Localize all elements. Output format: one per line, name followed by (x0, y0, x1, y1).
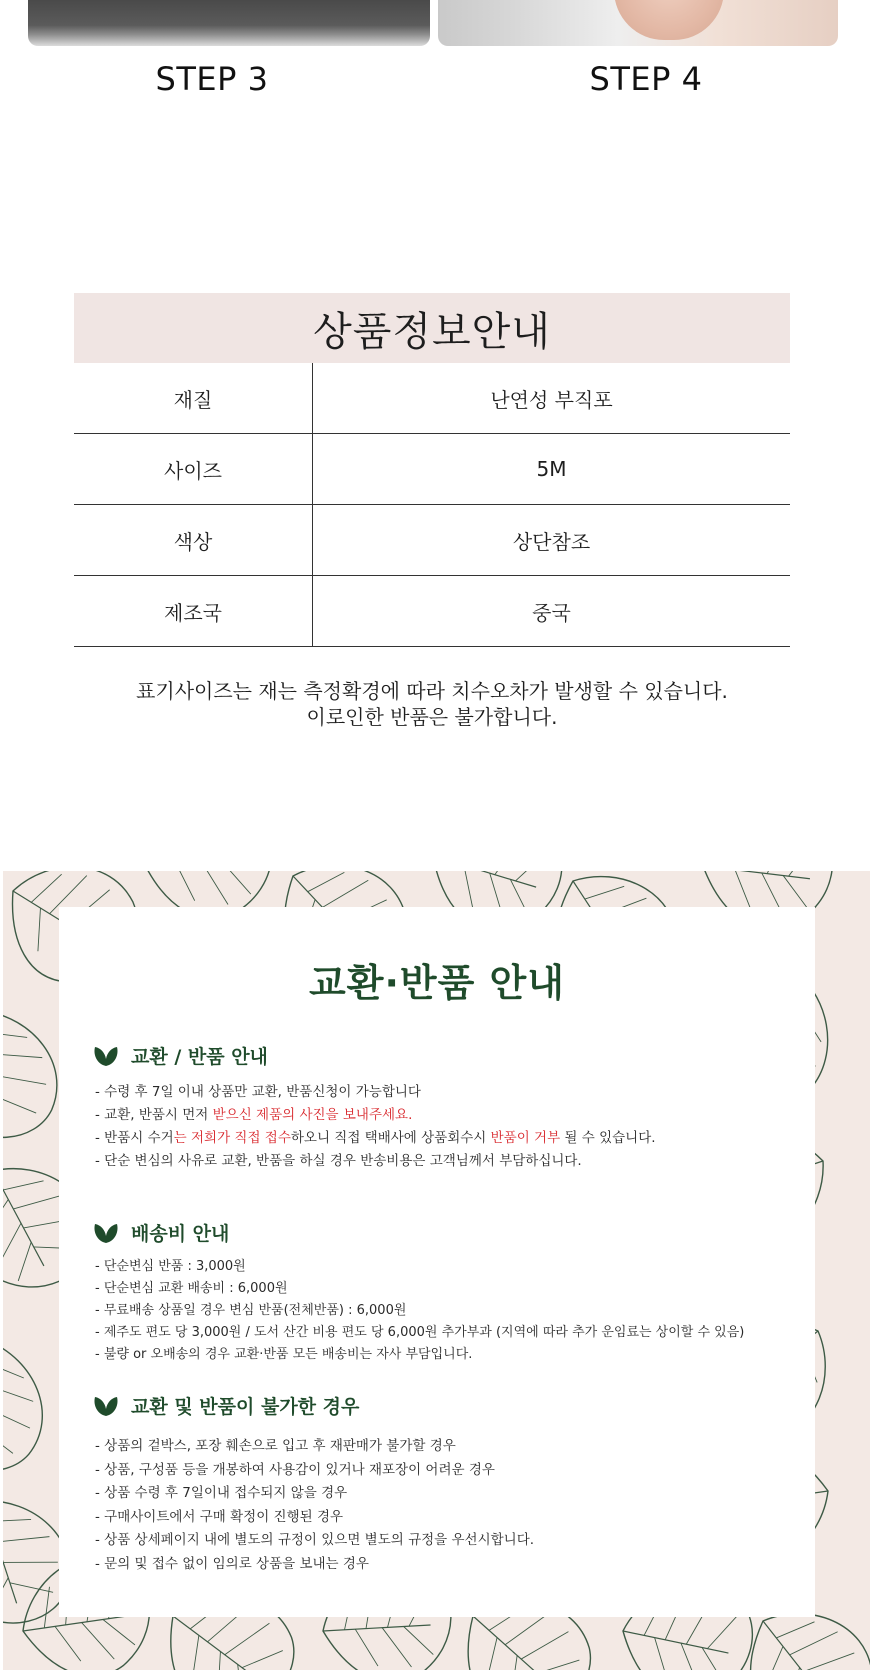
list-item: - 제주도 편도 당 3,000원 / 도서 산간 비용 편도 당 6,000원 추가부과 (지역에 따라 추가 운임료는 상이할 수 있음) (95, 1322, 744, 1344)
list-item: - 문의 및 접수 없이 임의로 상품을 보내는 경우 (95, 1553, 534, 1577)
product-info-title: 상품정보안내 (74, 293, 790, 363)
leaf-icon (93, 1045, 119, 1067)
leaf-icon (93, 1222, 119, 1244)
shipping-fee-section (93, 1219, 744, 1366)
size-note-line2: 이로인한 반품은 불가합니다. (306, 705, 558, 729)
list-item: - 상품 수령 후 7일이내 접수되지 않을 경우 (95, 1482, 534, 1506)
size-note-line1: 표기사이즈는 재는 측정확경에 따라 치수오차가 발생할 수 있습니다. (136, 679, 728, 703)
exchange-title: 교환·반품 안내 (309, 961, 565, 1005)
row-value: 5M (313, 434, 791, 505)
step4-photo (438, 0, 838, 46)
exchange-return-section (93, 1042, 656, 1173)
list-item: - 단순변심 반품 : 3,000원 (95, 1256, 744, 1278)
section-heading (93, 1219, 744, 1246)
list-item: - 무료배송 상품일 경우 변심 반품(전체반품) : 6,000원 (95, 1300, 744, 1322)
list-item: - 단순변심 교환 배송비 : 6,000원 (95, 1278, 744, 1300)
section-heading-text: 배송비 안내 (131, 1223, 230, 1245)
list-item: - 반품시 수거는 저희가 직접 접수하오니 직접 택배사에 상품회수시 반품이 거부 될 수 있습니다. (95, 1127, 656, 1150)
list-item: - 불량 or 오배송의 경우 교환·반품 모든 배송비는 자사 부담입니다. (95, 1344, 744, 1366)
list-item: - 상품, 구성품 등을 개봉하여 사용감이 있거나 재포장이 어려운 경우 (95, 1459, 534, 1483)
table-row (74, 576, 790, 647)
section-heading-text: 교환 / 반품 안내 (131, 1046, 268, 1068)
highlight-text: 반품이 거부 (490, 1130, 561, 1146)
row-value: 난연성 부직포 (313, 363, 791, 434)
product-info-table (74, 363, 790, 647)
section-heading-text: 교환 및 반품이 불가한 경우 (131, 1396, 360, 1418)
step3-photo (28, 0, 430, 46)
step4-label: STEP 4 (589, 60, 703, 98)
row-label: 색상 (74, 505, 313, 576)
table-row (74, 434, 790, 505)
finger-image (614, 0, 724, 40)
row-value: 상단참조 (313, 505, 791, 576)
exchange-return-card (59, 907, 815, 1617)
row-value: 중국 (313, 576, 791, 647)
size-note (74, 678, 790, 730)
row-label: 재질 (74, 363, 313, 434)
list-item: - 상품 상세페이지 내에 별도의 규정이 있으면 별도의 규정을 우선시합니다. (95, 1529, 534, 1553)
highlight-text: 받으신 제품의 사진을 보내주세요. (212, 1107, 413, 1123)
row-label: 제조국 (74, 576, 313, 647)
table-row (74, 505, 790, 576)
list-item: - 수령 후 7일 이내 상품만 교환, 반품신청이 가능합니다 (95, 1081, 656, 1104)
list-item: - 단순 변심의 사유로 교환, 반품을 하실 경우 반송비용은 고객님께서 부담하십니다. (95, 1150, 656, 1173)
list-item: - 구매사이트에서 구매 확정이 진행된 경우 (95, 1506, 534, 1530)
section-heading (93, 1392, 534, 1419)
step3-label: STEP 3 (155, 60, 269, 98)
row-label: 사이즈 (74, 434, 313, 505)
table-row (74, 363, 790, 434)
leaf-icon (93, 1395, 119, 1417)
section-heading (93, 1042, 656, 1069)
highlight-text: 는 저희가 직접 접수 (173, 1130, 291, 1146)
list-item: - 상품의 겉박스, 포장 훼손으로 입고 후 재판매가 불가할 경우 (95, 1435, 534, 1459)
list-item: - 교환, 반품시 먼저 받으신 제품의 사진을 보내주세요. (95, 1104, 656, 1127)
non-returnable-section (93, 1392, 534, 1576)
